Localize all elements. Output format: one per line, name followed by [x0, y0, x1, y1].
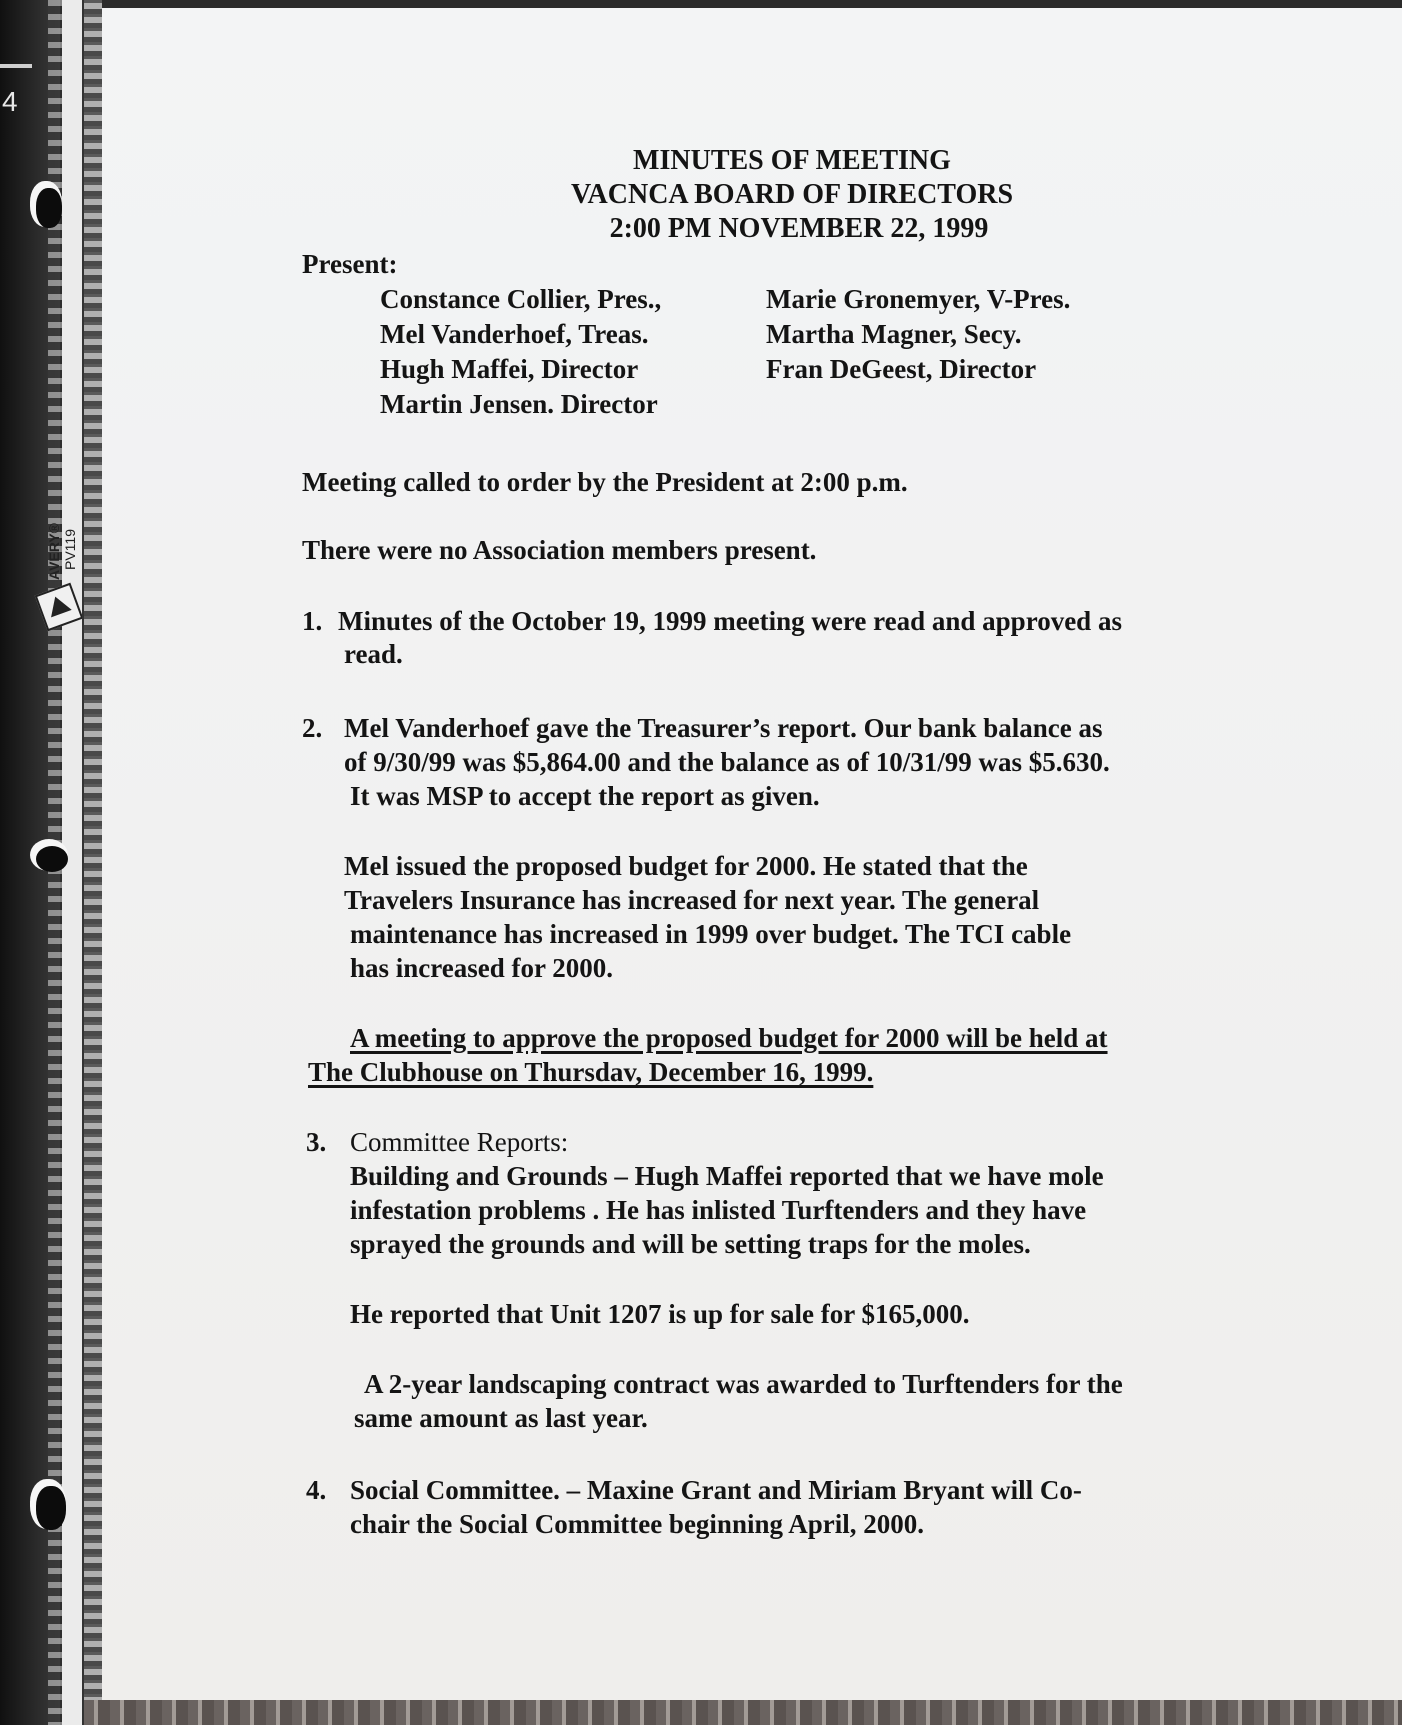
item-3-line: sprayed the grounds and will be setting traps for the moles.	[350, 1229, 1031, 1259]
tab-divider-line	[0, 64, 32, 68]
budget-line: has increased for 2000.	[350, 953, 613, 983]
call-to-order: Meeting called to order by the President at 2:00 p.m.	[302, 467, 908, 497]
item-3-number: 3.	[306, 1127, 327, 1157]
punch-hole-bottom	[36, 1486, 66, 1530]
item-3-line: Building and Grounds – Hugh Maffei reported that we have mole	[350, 1161, 1104, 1191]
attendee: Fran DeGeest, Director	[766, 354, 1037, 384]
avery-model: PV119	[62, 529, 78, 570]
punch-hole-middle	[36, 846, 68, 872]
item-4-line: chair the Social Committee beginning April, 2000.	[350, 1509, 924, 1539]
attendee: Martin Jensen. Director	[380, 389, 658, 419]
sheet-protector-edge	[82, 0, 104, 1725]
attendee: Marie Gronemyer, V-Pres.	[766, 284, 1071, 314]
budget-line: Travelers Insurance has increased for next year. The general	[344, 885, 1040, 915]
item-2-line: It was MSP to accept the report as given.	[350, 781, 820, 811]
sheet-protector-bottom-edge	[84, 1700, 1402, 1725]
no-members-note: There were no Association members present.	[302, 535, 817, 565]
item-4-number: 4.	[306, 1475, 327, 1505]
budget-line: Mel issued the proposed budget for 2000. He stated that the	[344, 851, 1028, 881]
present-label: Present:	[302, 249, 398, 279]
meeting-minutes	[102, 8, 1402, 1700]
budget-line: maintenance has increased in 1999 over budget. The TCI cable	[350, 919, 1072, 949]
punch-hole-top	[36, 188, 62, 228]
top-edge	[102, 0, 1402, 8]
tab-number: 4	[2, 86, 18, 117]
item-1-number: 1.	[302, 606, 323, 636]
document-page	[102, 8, 1402, 1700]
item-2-line: of 9/30/99 was $5,864.00 and the balance as of 10/31/99 was $5.630.	[344, 747, 1110, 777]
attendee: Martha Magner, Secy.	[766, 319, 1022, 349]
item-2-line: Mel Vanderhoef gave the Treasurer’s report. Our bank balance as	[344, 713, 1103, 743]
item-2-number: 2.	[302, 713, 323, 743]
item-1-line: read.	[344, 639, 403, 669]
item-1-line: Minutes of the October 19, 1999 meeting were read and approved as	[338, 606, 1122, 636]
attendee: Mel Vanderhoef, Treas.	[380, 319, 649, 349]
item-4-line: Social Committee. – Maxine Grant and Miriam Bryant will Co-	[350, 1475, 1082, 1505]
budget-meeting-notice: A meeting to approve the proposed budget for 2000 will be held at	[350, 1023, 1108, 1053]
title-line: MINUTES OF MEETING	[633, 145, 951, 176]
attendee: Constance Collier, Pres.,	[380, 284, 662, 314]
title-line: VACNCA BOARD OF DIRECTORS	[570, 179, 1014, 210]
item-3-line: infestation problems . He has inlisted Turftenders and they have	[350, 1195, 1087, 1225]
committee-reports-heading: Committee Reports:	[350, 1127, 569, 1157]
attendee: Hugh Maffei, Director	[380, 354, 639, 384]
title-line: 2:00 PM NOVEMBER 22, 1999	[609, 213, 989, 244]
budget-meeting-notice: The Clubhouse on Thursdav, December 16, 1999.	[308, 1057, 874, 1087]
document-title	[462, 144, 1122, 246]
contract-line: A 2-year landscaping contract was awarded to Turftenders for the	[364, 1369, 1123, 1399]
unit-sale-note: He reported that Unit 1207 is up for sale for $165,000.	[350, 1299, 970, 1329]
attendees-left	[380, 282, 661, 422]
contract-line: same amount as last year.	[354, 1403, 648, 1433]
avery-brand: AVERY®	[46, 523, 62, 580]
attendees-right	[766, 282, 1070, 387]
